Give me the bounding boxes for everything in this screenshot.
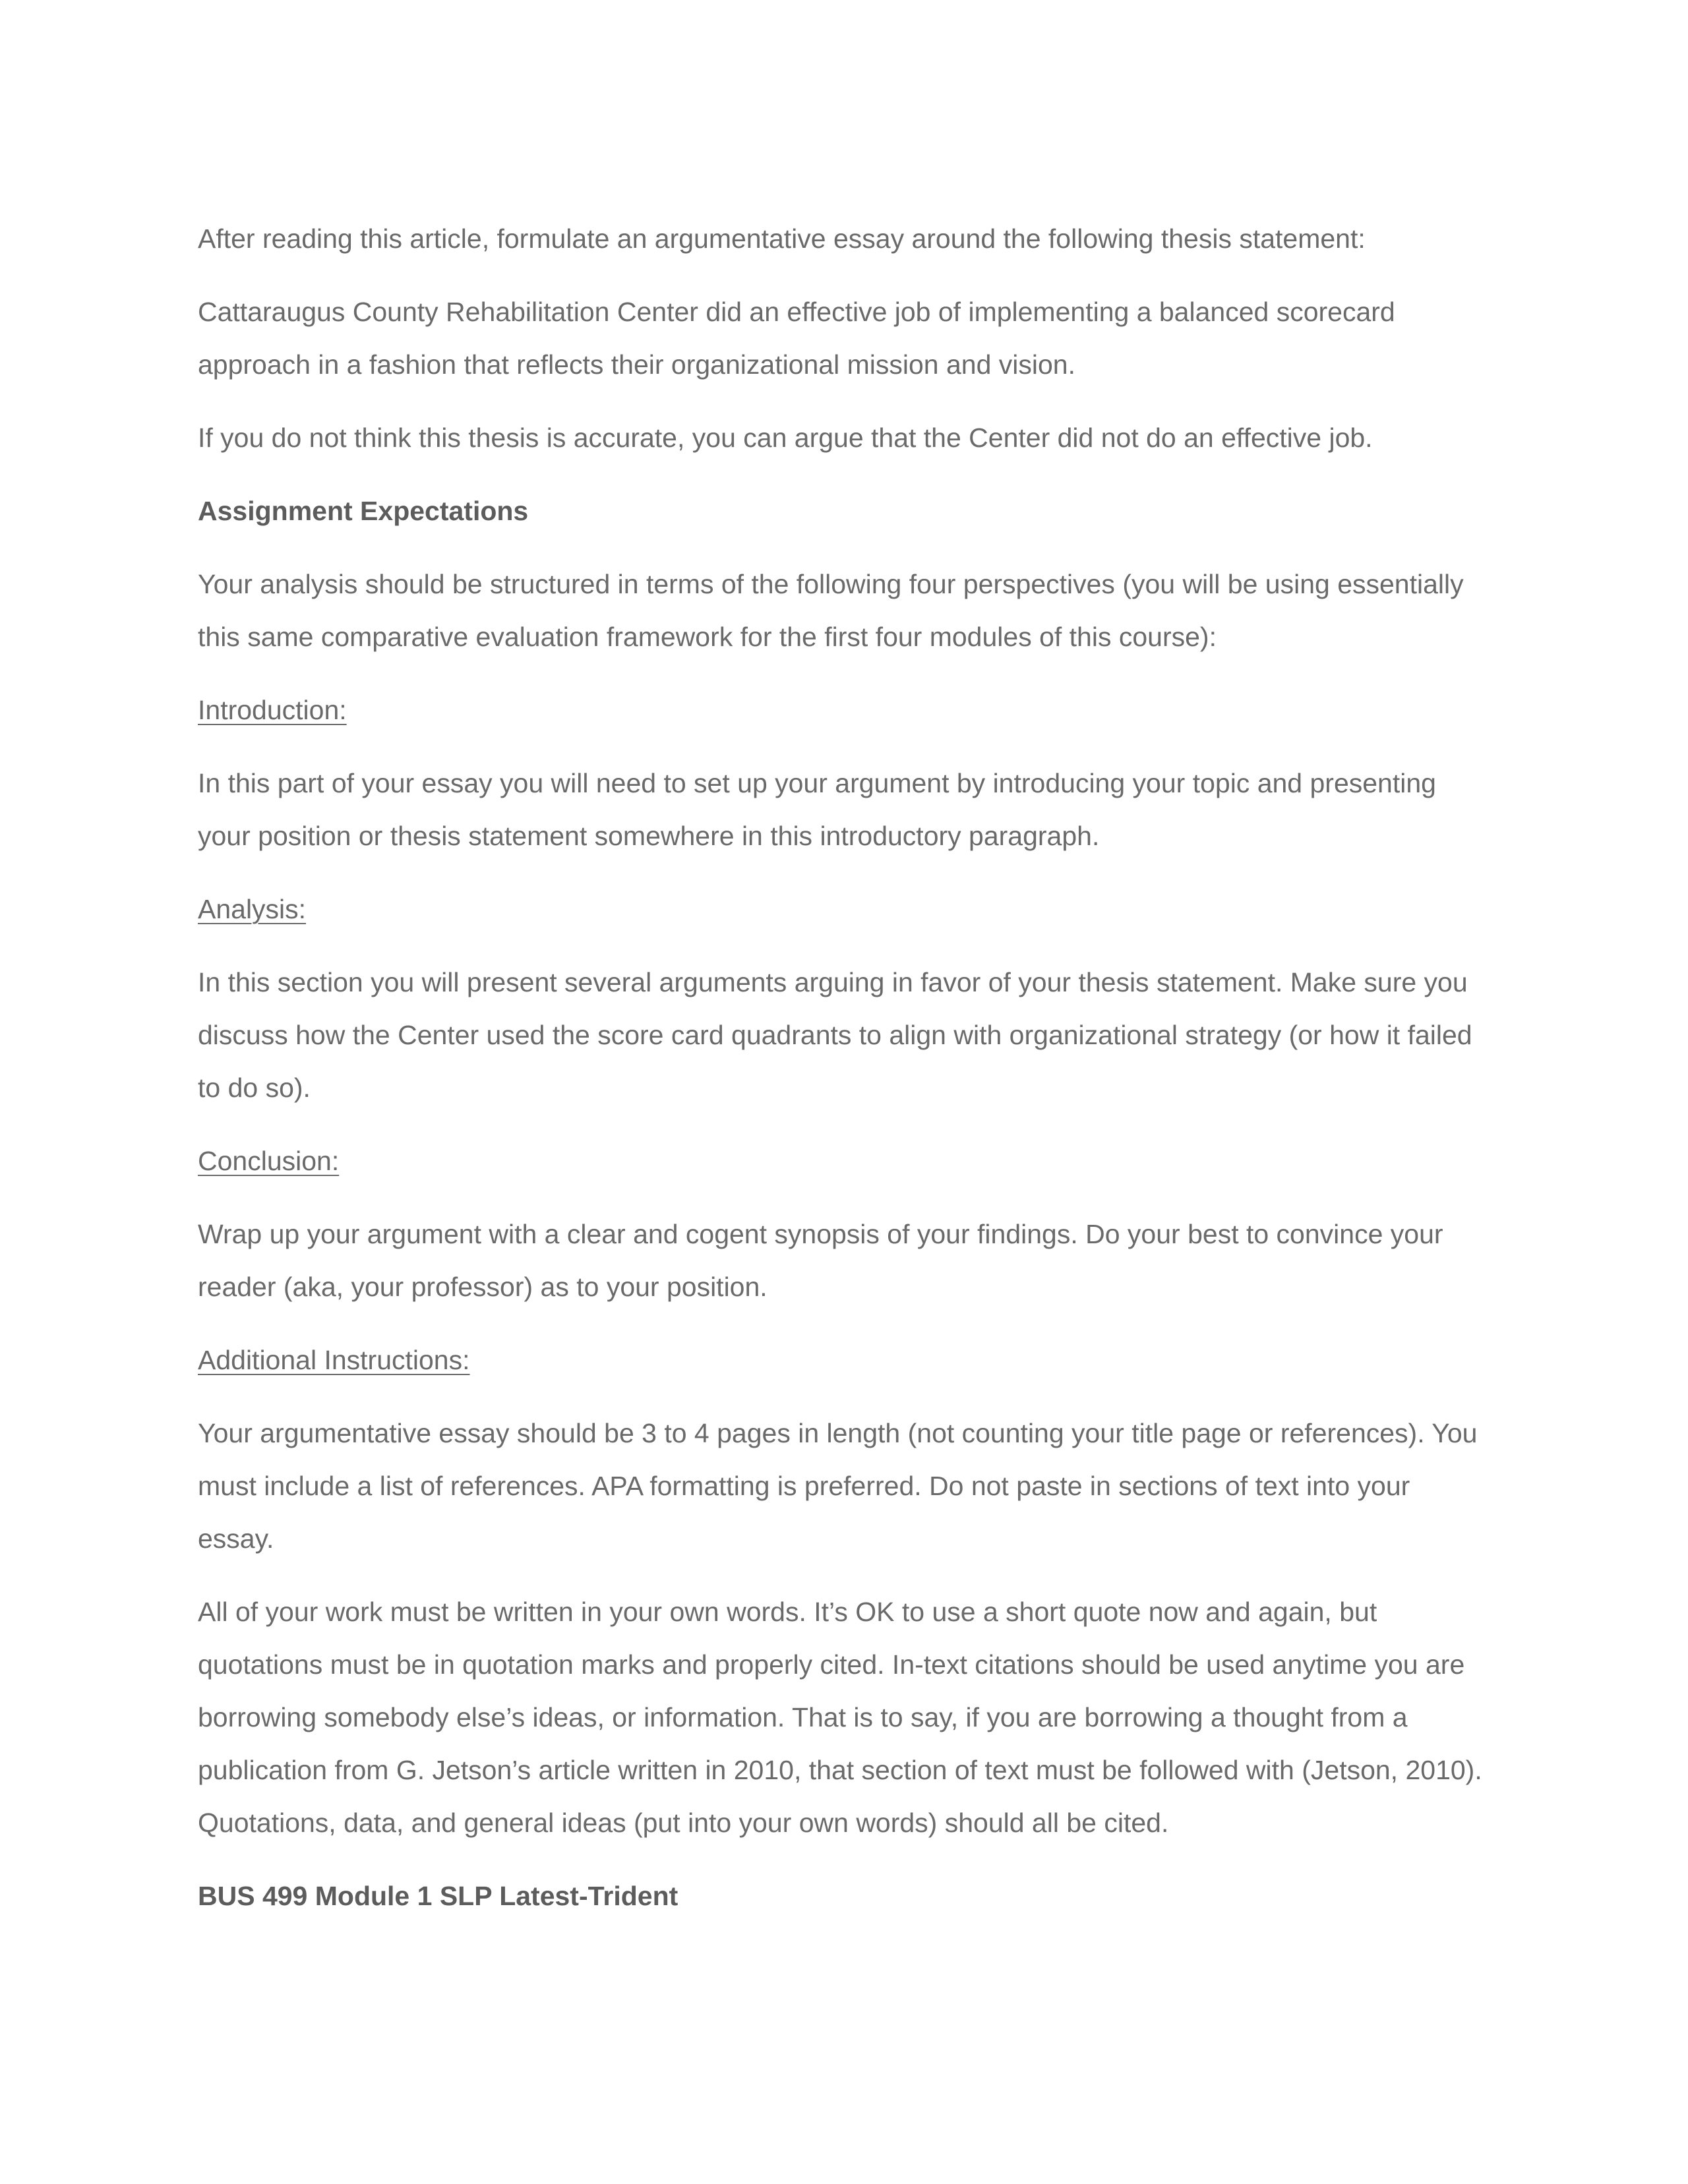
additional-paragraph-citations: All of your work must be written in your own words. It’s OK to use a short quote now and again, but quotations must be in quotation marks and properly cited. In-text citations should be used anytime you are borrowing somebody else’s ideas, or information. That is to say, if you are borrowing a thought from a publication from G. Jetson’s article written in 2010, that section of text must be followed with (Jetson, 2010). Quotations, data, and general ideas (put into your own words) should all be cited. [198,1597,1482,1838]
structure-paragraph: Your analysis should be structured in terms of the following four perspectives (you will be using essentially this same comparative evaluation framework for the first four modules of this course): [198,569,1464,652]
analysis-body: In this section you will present several arguments arguing in favor of your thesis statement. Make sure you discuss how the Center used the score card quadrants to align with organizational strategy (or how it failed to do so). [198,967,1472,1103]
analysis-heading: Analysis: [198,894,307,924]
alternative-paragraph: If you do not think this thesis is accurate, you can argue that the Center did not do an effective job. [198,423,1373,453]
thesis-paragraph: Cattaraugus County Rehabilitation Center did an effective job of implementing a balanced scorecard approach in a fashion that reflects their organizational mission and vision. [198,297,1395,380]
introduction-body: In this part of your essay you will need to set up your argument by introducing your topic and presenting your position or thesis statement somewhere in this introductory paragraph. [198,768,1436,851]
conclusion-heading: Conclusion: [198,1146,340,1176]
additional-instructions-heading: Additional Instructions: [198,1345,470,1375]
document-page [198,212,1490,1943]
expectations-heading: Assignment Expectations [198,496,529,526]
conclusion-body: Wrap up your argument with a clear and cogent synopsis of your findings. Do your best to convince your reader (aka, your professor) as to your position. [198,1219,1443,1302]
additional-paragraph-length: Your argumentative essay should be 3 to 4 pages in length (not counting your title page or references). You must include a list of references. APA formatting is preferred. Do not paste in sections of text into your essay. [198,1418,1478,1554]
footer-title: BUS 499 Module 1 SLP Latest-Trident [198,1881,678,1911]
introduction-heading: Introduction: [198,695,347,725]
intro-paragraph: After reading this article, formulate an argumentative essay around the following thesis statement: [198,223,1366,254]
